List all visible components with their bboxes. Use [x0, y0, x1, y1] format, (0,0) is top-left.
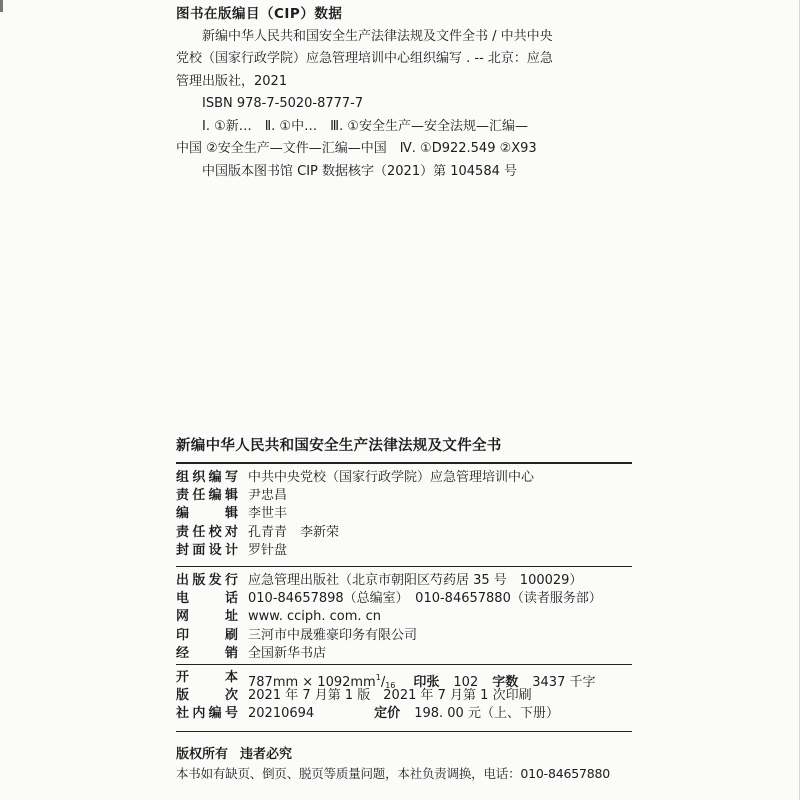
cip-heading: 图书在版编目（CIP）数据	[176, 6, 343, 22]
credit-value: 尹忠昌	[248, 488, 288, 504]
credit-label: 组 织 编 写	[176, 470, 238, 485]
credit-label: 责 任 编 辑	[176, 488, 238, 504]
code-value: 20210694	[248, 706, 315, 722]
sheets-label: 印张	[413, 675, 440, 690]
phone-row	[176, 590, 636, 608]
cip-number: 中国版本图书馆 CIP 数据核字（2021）第 104584 号	[202, 163, 517, 179]
price-value: 198. 00 元（上、下册）	[414, 706, 559, 722]
sheets-value: 102	[453, 675, 479, 690]
format-sup: 1	[375, 673, 381, 682]
cip-desc-line3: 管理出版社，2021	[176, 73, 288, 89]
credit-row-editor-org	[176, 469, 636, 487]
cip-block	[176, 3, 616, 183]
format-row	[176, 669, 636, 690]
credit-row-chief-editor	[176, 487, 636, 505]
credit-row-editor	[176, 505, 636, 523]
website-row	[176, 608, 636, 626]
cip-isbn: ISBN 978-7-5020-8777-7	[202, 96, 364, 111]
phone-value: 010-84657898（总编室） 010-84657880（读者服务部）	[248, 591, 602, 607]
specs-rule	[176, 731, 632, 732]
page-edge-mark	[0, 0, 3, 12]
cip-subject-line2: 中国 ②安全生产—文件—汇编—中国 Ⅳ. ①D922.549 ②X93	[176, 141, 537, 156]
words-value: 3437 千字	[532, 675, 596, 690]
edition-label: 版 次	[176, 688, 238, 704]
code-label: 社 内 编 号	[176, 706, 238, 722]
credit-label: 封 面 设 计	[176, 542, 238, 558]
credit-value: 中共中央党校（国家行政学院）应急管理培训中心	[248, 470, 535, 485]
price-label: 定价	[374, 706, 401, 722]
format-slash: /	[380, 675, 386, 690]
format-label: 开 本	[176, 670, 238, 685]
credit-value: 李世丰	[248, 506, 288, 522]
code-row	[176, 705, 636, 723]
specs-block	[176, 669, 636, 724]
publisher-rule	[176, 664, 632, 665]
publisher-block	[176, 572, 636, 663]
credit-row-cover-design	[176, 542, 636, 560]
cip-desc-line1: 新编中华人民共和国安全生产法律法规及文件全书 / 中共中央	[202, 28, 553, 44]
book-title: 新编中华人民共和国安全生产法律法规及文件全书	[176, 438, 502, 454]
format-sub: 16	[385, 681, 396, 690]
cip-subject-line1: Ⅰ. ①新… Ⅱ. ①中… Ⅲ. ①安全生产—安全法规—汇编—	[202, 118, 528, 134]
words-label: 字数	[492, 675, 519, 690]
website-label: 网 址	[176, 609, 238, 625]
format-value	[248, 669, 636, 690]
publisher-label: 出 版 发 行	[176, 573, 238, 588]
publisher-row	[176, 572, 636, 590]
credits-rule	[176, 566, 632, 567]
copyright-line	[176, 743, 292, 762]
code-value-group	[248, 705, 636, 723]
distributor-row	[176, 645, 636, 663]
copyright-rights: 版权所有	[176, 747, 229, 762]
edition-row	[176, 687, 636, 705]
printer-row	[176, 627, 636, 645]
title-rule	[176, 462, 632, 464]
distributor-value: 全国新华书店	[248, 645, 327, 661]
website-value: www. cciph. com. cn	[248, 609, 382, 625]
printer-label: 印 刷	[176, 627, 238, 643]
edition-value: 2021 年 7 月第 1 版 2021 年 7 月第 1 次印刷	[248, 688, 532, 704]
credits-block	[176, 469, 636, 560]
cip-desc-line2: 党校（国家行政学院）应急管理培训中心组织编写 . -- 北京：应急	[176, 51, 553, 66]
credit-value: 罗针盘	[248, 542, 288, 558]
credit-row-proofreader	[176, 524, 636, 542]
format-main: 787mm × 1092mm	[248, 675, 376, 690]
credit-label: 编 辑	[176, 506, 238, 522]
distributor-label: 经 销	[176, 645, 238, 661]
printer-value: 三河市中晟雅豪印务有限公司	[248, 627, 418, 643]
credit-label: 责 任 校 对	[176, 524, 238, 540]
publisher-value: 应急管理出版社（北京市朝阳区芍药居 35 号 100029）	[248, 573, 583, 588]
phone-label: 电 话	[176, 591, 238, 607]
credit-value: 孔青青 李新荣	[248, 524, 340, 540]
quality-notice: 本书如有缺页、倒页、脱页等质量问题，本社负责调换，电话：010-84657880	[176, 766, 610, 781]
copyright-warning: 违者必究	[240, 747, 293, 762]
